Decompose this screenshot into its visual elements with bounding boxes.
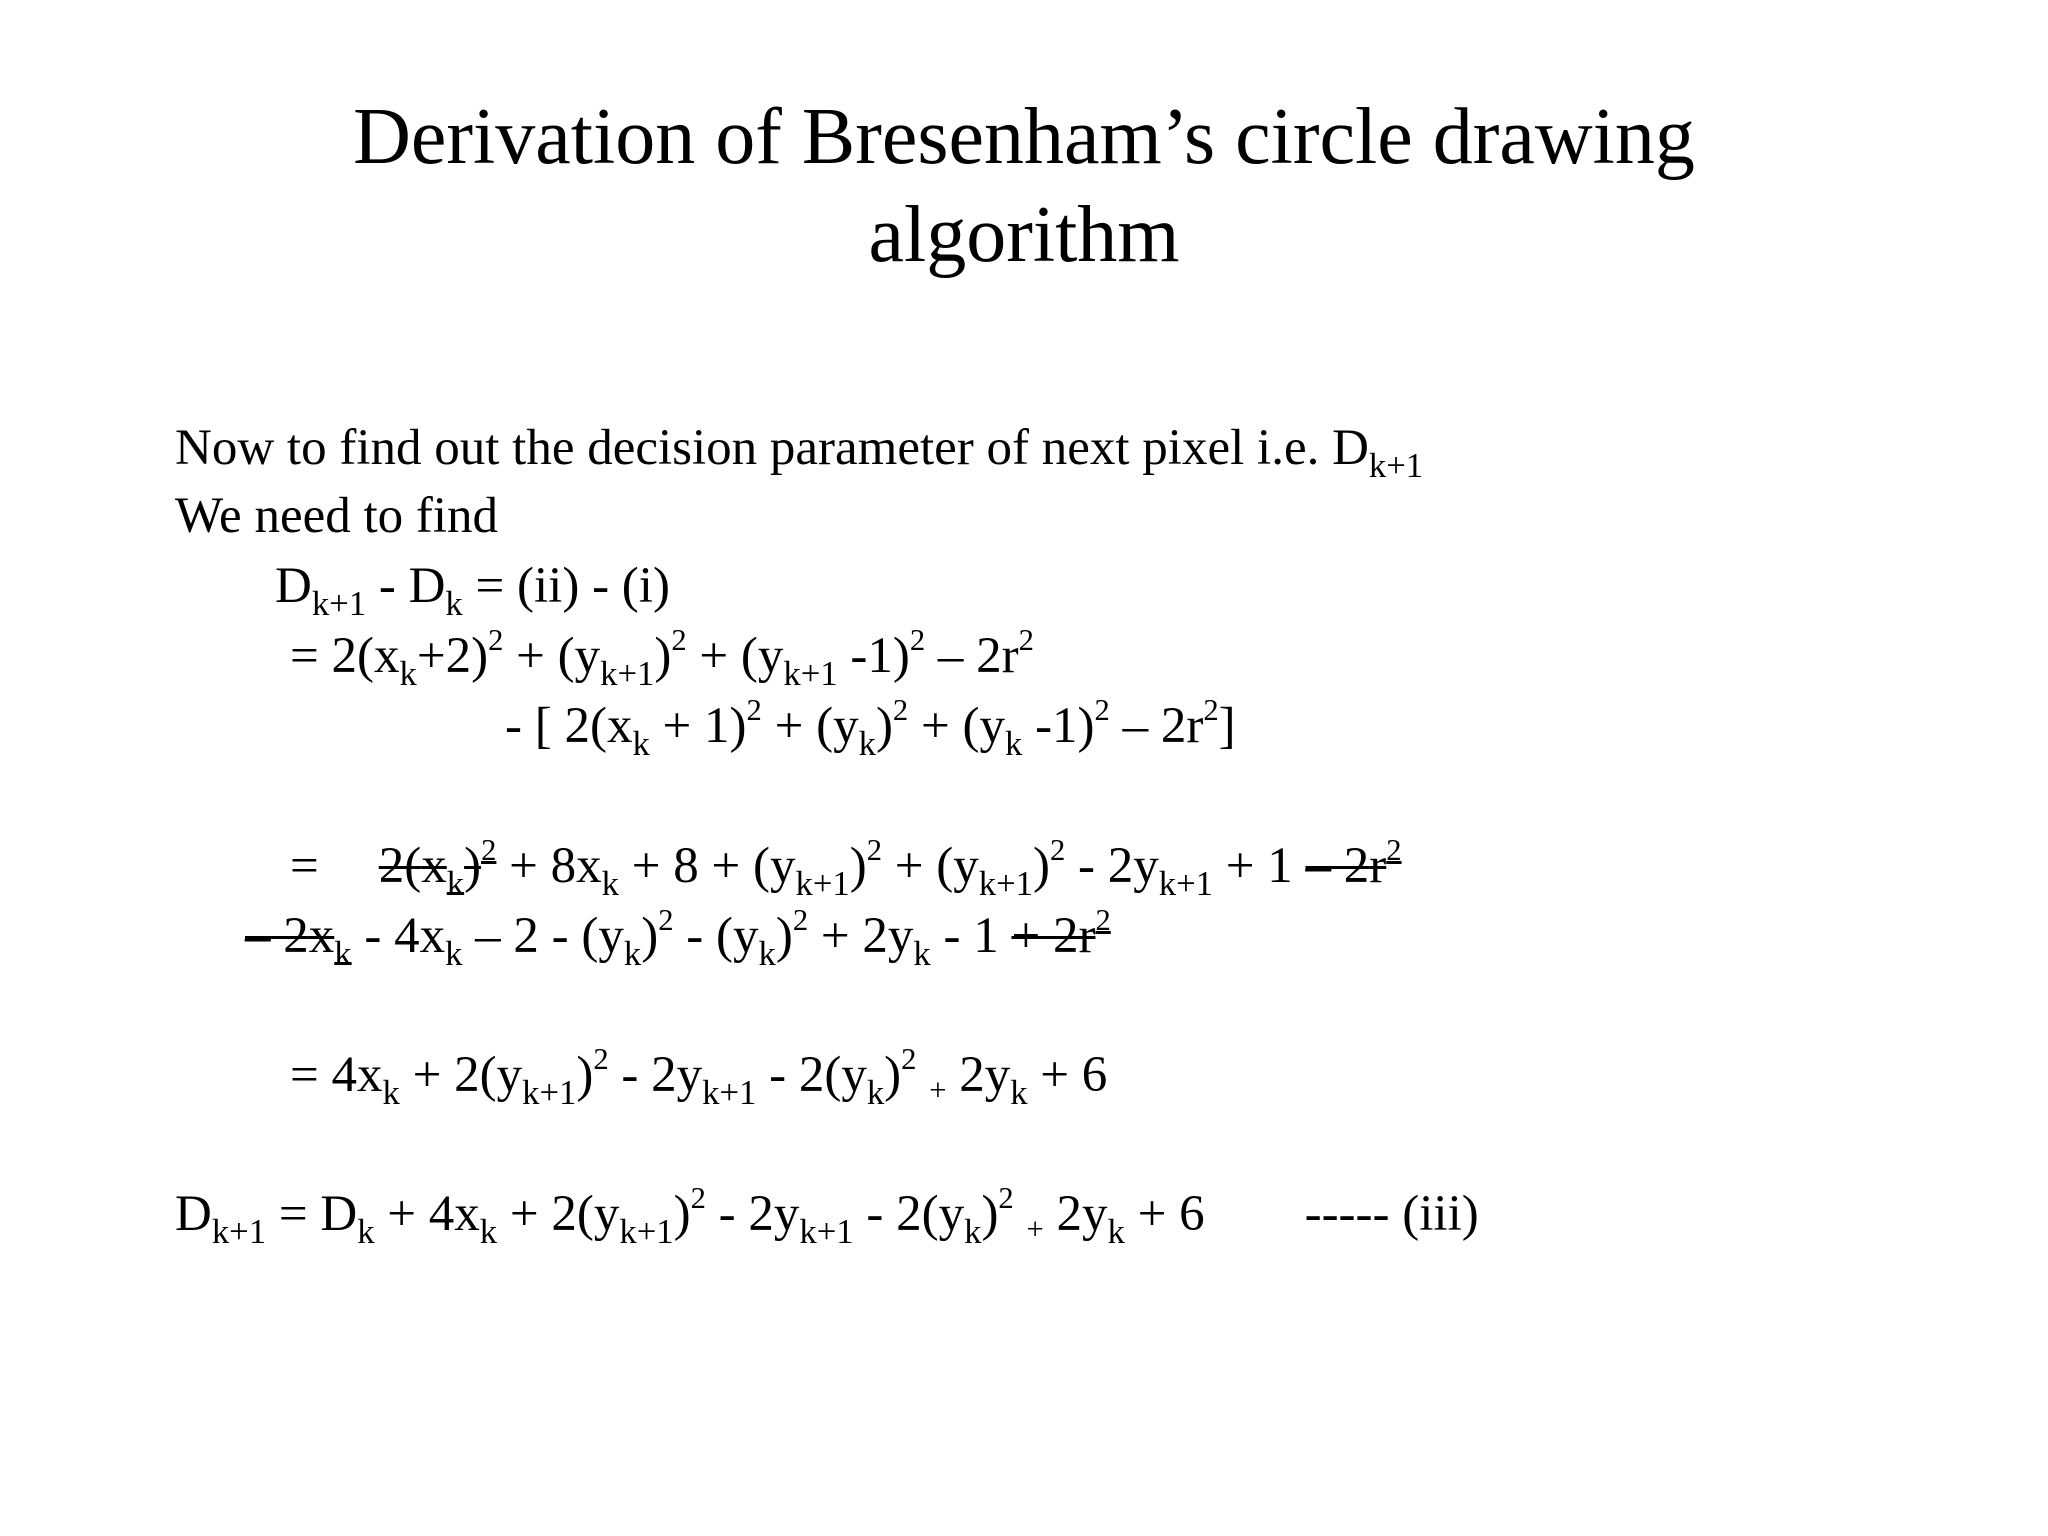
equation-final-iii: $D_{k+1} = D_k + 4x_k + 2(y_{k+1})^2 - 2y_{k+1} - 2(y_k)^2 + 2y_k + 6$ ----- (iii) xyxy=(175,1180,1479,1252)
title-line-2: algorithm xyxy=(868,191,1180,279)
cancelled-term: – $2x_k$ xyxy=(245,908,352,974)
intro-line-2: We need to find xyxy=(175,488,499,544)
equation-label: ----- (iii) xyxy=(1304,1186,1479,1242)
equation-expansion-1: = $2(x_k+2)^2 + (y_{k+1})^2 + (y_{k+1}$ $-1)^2 - 2r^2$ xyxy=(290,622,1034,694)
cancelled-term: + $2r^2$ xyxy=(1011,902,1111,964)
equation-result: = $4x_k + 2(y_{k+1})^2 - 2y_{k+1} - 2(y_k)^2 + 2y_k + 6$ xyxy=(290,1041,1108,1113)
equation-expansion-2: - [ $2(x_k + 1)^2 + (y_k)^2 + (y_k$ $-1)^2 - 2r^2$] xyxy=(505,692,1236,764)
slide-title xyxy=(0,88,2048,284)
intro-line-1: Now to find out the decision parameter of next pixel i.e. $D_{k+1}$ xyxy=(175,420,1424,486)
cancelled-term: – $2r^2$ xyxy=(1305,832,1402,894)
cancelled-term: $2(x_k)^2$ xyxy=(378,832,497,904)
equation-difference: $D_{k+1} - D_k = (ii) - (i)$ xyxy=(275,558,670,624)
equation-simplify-1: = $2(x_k)^2 + 8x_k + 8 + (y_{k+1})^2 + (y_{k+1})^2 - 2y_{k+1} + 1 - 2r^2$ xyxy=(290,832,1402,904)
equation-simplify-2: – $2x_k - 4x_k - 2 - (y_k)^2 - (y_k)^2 + 2y_k - 1 + 2r^2$ xyxy=(245,902,1111,974)
title-line-1: Derivation of Bresenham’s circle drawing xyxy=(353,93,1695,181)
